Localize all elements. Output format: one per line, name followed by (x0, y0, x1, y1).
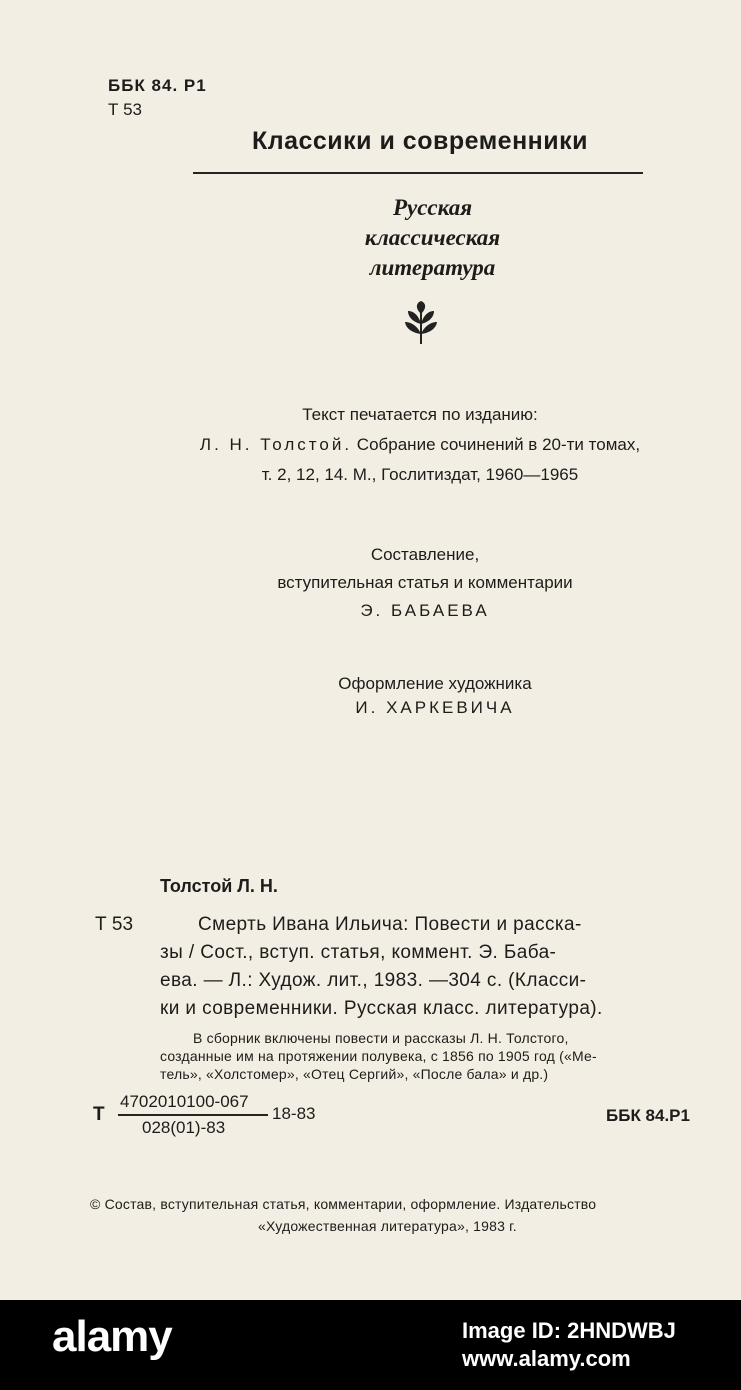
designer-name: И. ХАРКЕВИЧА (355, 698, 515, 717)
subseries-line: классическая (364, 225, 501, 250)
catalog-description-line: ки и современники. Русская класс. литература). (160, 998, 603, 1019)
index-numerator: 4702010100-067 (120, 1092, 249, 1111)
catalog-description-line: зы / Сост., вступ. статья, коммент. Э. Баба- (160, 942, 557, 963)
subseries-line: литература (369, 255, 496, 280)
design-credit (220, 672, 650, 720)
annotation-line: В сборник включены повести и рассказы Л. Н. Толстого, (193, 1030, 569, 1046)
annotation-line: созданные им на протяжении полувека, с 1856 по 1905 год («Ме- (160, 1048, 597, 1064)
catalog-description-line: Смерть Ивана Ильича: Повести и расска- (198, 914, 582, 935)
subseries-line: Русская (392, 195, 473, 220)
index-denominator: 028(01)-83 (142, 1118, 226, 1137)
source-intro: Текст печатается по изданию: (302, 405, 538, 424)
compiler-name: Э. БАБАЕВА (360, 601, 490, 620)
brand-logo: alamy (52, 1312, 172, 1361)
copyright-line: © Состав, вступительная статья, комментарии, оформление. Издательство (90, 1196, 597, 1212)
compilation-credit (180, 541, 670, 625)
source-collection: Собрание сочинений в 20-ти томах, (352, 435, 641, 454)
bbk-code: ББК 84. Р1 (108, 76, 207, 95)
series-title: Классики и современники (251, 127, 589, 155)
leaf-sprig-icon (400, 300, 442, 346)
compilation-description: вступительная статья и комментарии (277, 573, 573, 592)
catalog-description-line: ева. — Л.: Худож. лит., 1983. —304 с. (Класси- (160, 970, 587, 991)
index-suffix: 18-83 (272, 1104, 316, 1123)
footer-url: www.alamy.com (462, 1346, 631, 1371)
copyright-line: «Художественная литература», 1983 г. (258, 1218, 517, 1234)
catalog-author: Толстой Л. Н. (160, 876, 278, 896)
source-edition (100, 400, 740, 490)
catalog-code: Т 53 (108, 100, 143, 119)
image-id: Image ID: 2HNDWBJ (462, 1318, 676, 1343)
source-author: Л. Н. Толстой. (199, 435, 353, 454)
catalog-card-code: Т 53 (95, 914, 134, 935)
subseries-title (300, 193, 565, 283)
design-label: Оформление художника (338, 674, 532, 693)
series-divider (193, 172, 643, 174)
fraction-line (118, 1114, 268, 1116)
source-line-2: т. 2, 12, 14. М., Гослитиздат, 1960—1965 (261, 465, 579, 484)
compilation-label: Составление, (370, 545, 480, 564)
index-letter: Т (93, 1104, 105, 1125)
source-line-1 (100, 430, 740, 460)
catalog-bbk-code: ББК 84.Р1 (606, 1106, 690, 1125)
annotation-line: тель», «Холстомер», «Отец Сергий», «После бала» и др.) (160, 1066, 549, 1082)
